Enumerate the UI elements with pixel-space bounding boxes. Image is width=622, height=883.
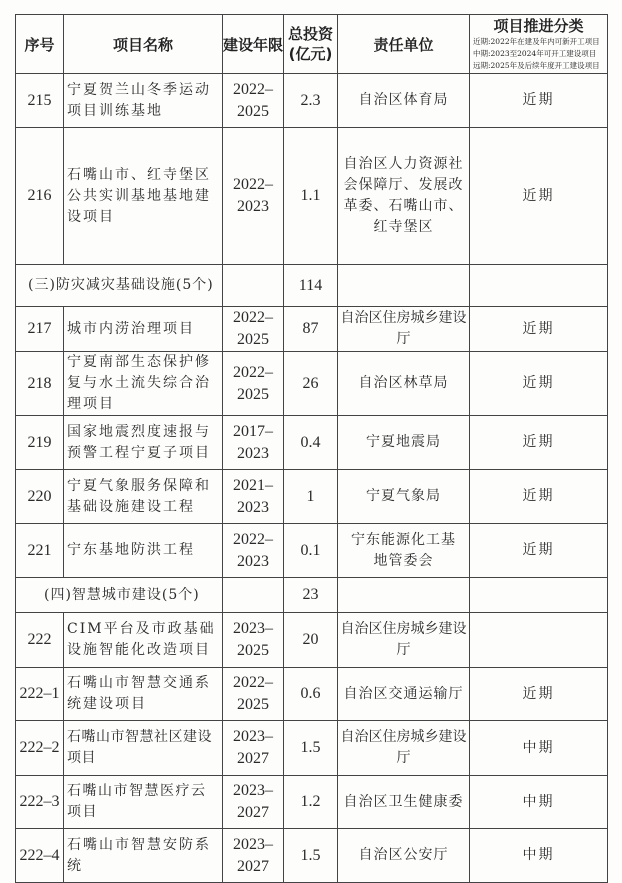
project-table [15,14,608,883]
responsible-unit-cell: 宁夏气象局 [338,470,470,524]
empty-cell [470,265,608,307]
classification-cell: 近期 [470,352,608,416]
period-end: 2027 [237,750,269,767]
responsible-unit-cell: 宁夏地震局 [338,416,470,470]
period-cell [223,613,284,668]
table-row [16,352,608,416]
responsible-unit-cell: 自治区公安厅 [338,829,470,883]
seq-cell: 215 [16,74,64,128]
section-label: (四)智慧城市建设(5个) [16,578,223,613]
classification-cell: 近期 [470,416,608,470]
project-name-cell: 宁夏南部生态保护修复与水土流失综合治理项目 [64,352,223,416]
responsible-unit-cell: 自治区住房城乡建设厅 [338,721,470,776]
classification-cell: 中期 [470,721,608,776]
seq-cell: 216 [16,128,64,265]
seq-cell: 222 [16,613,64,668]
project-name-cell: 石嘴山市智慧社区建设项目 [64,721,223,776]
table-row [16,524,608,578]
period-start: 2023– [233,782,273,799]
col-header-period: 建设年限 [223,15,284,74]
col-header-classification [470,15,608,74]
table-row [16,416,608,470]
period-start: 2023– [233,620,273,637]
seq-cell: 222–4 [16,829,64,883]
investment-cell: 20 [284,613,338,668]
classification-cell: 近期 [470,470,608,524]
empty-cell [338,265,470,307]
seq-cell: 218 [16,352,64,416]
period-cell [223,416,284,470]
period-start: 2022– [233,363,273,381]
period-cell [223,352,284,416]
period-start: 2022– [233,309,273,326]
period-cell [223,524,284,578]
investment-cell: 0.1 [284,524,338,578]
legend-long-term: 远期:2025年及后续年度开工建设项目 [473,61,600,70]
period-end: 2025 [237,102,269,120]
section-investment: 23 [284,578,338,613]
table-row [16,307,608,352]
investment-header-line1: 总投资 [287,25,333,43]
seq-cell: 220 [16,470,64,524]
period-cell [223,74,284,128]
investment-cell: 0.4 [284,416,338,470]
responsible-unit-cell: 自治区住房城乡建设厅 [338,307,470,352]
classification-cell: 近期 [470,307,608,352]
table-row [16,74,608,128]
period-end: 2025 [237,642,269,659]
col-header-seq: 序号 [16,15,64,74]
empty-cell [223,265,284,307]
investment-cell: 1.2 [284,776,338,829]
period-cell [223,470,284,524]
period-cell [223,829,284,883]
table-row [16,470,608,524]
investment-cell: 1.5 [284,829,338,883]
col-header-investment [284,15,338,74]
section-row [16,265,608,307]
project-name-cell: 石嘴山市、红寺堡区公共实训基地基地建设项目 [64,128,223,265]
project-name-cell: 城市内涝治理项目 [64,307,223,352]
project-name-cell: 国家地震烈度速报与预警工程宁夏子项目 [64,416,223,470]
col-header-name: 项目名称 [64,15,223,74]
project-name-cell: 石嘴山市智慧交通系统建设项目 [64,668,223,721]
project-name-cell: 宁东基地防洪工程 [64,524,223,578]
period-end: 2023 [237,444,269,462]
project-name-cell: CIM平台及市政基础设施智能化改造项目 [64,613,223,668]
section-row [16,578,608,613]
period-end: 2027 [237,804,269,821]
project-name-cell: 宁夏贺兰山冬季运动项目训练基地 [64,74,223,128]
empty-cell [470,578,608,613]
table-row [16,613,608,668]
period-cell [223,307,284,352]
legend-mid-term: 中期:2023至2024年可开工建设项目 [473,49,597,58]
table-row [16,668,608,721]
period-end: 2025 [237,385,269,403]
seq-cell: 222–3 [16,776,64,829]
period-cell [223,668,284,721]
classification-cell: 近期 [470,668,608,721]
period-end: 2023 [237,498,269,516]
classification-cell [470,613,608,668]
period-cell [223,776,284,829]
period-cell [223,128,284,265]
classification-title: 项目推进分类 [493,17,584,35]
responsible-unit-cell: 宁东能源化工基地管委会 [338,524,470,578]
classification-cell: 近期 [470,524,608,578]
period-end: 2025 [237,331,269,348]
period-start: 2022– [233,80,273,98]
legend-near-term: 近期:2022年在建及年内可新开工项目 [473,37,600,46]
responsible-unit-cell: 自治区住房城乡建设厅 [338,613,470,668]
table-header-row [16,15,608,74]
empty-cell [338,578,470,613]
table-row [16,829,608,883]
period-start: 2021– [233,476,273,494]
table-row [16,128,608,265]
responsible-unit-cell: 自治区体育局 [338,74,470,128]
responsible-unit-cell: 自治区卫生健康委 [338,776,470,829]
period-start: 2022– [233,674,273,691]
investment-cell: 1.1 [284,128,338,265]
responsible-unit-cell: 自治区人力资源社会保障厅、发展改革委、石嘴山市、红寺堡区 [338,128,470,265]
classification-cell: 近期 [470,74,608,128]
period-end: 2027 [237,857,269,875]
project-name-cell: 石嘴山市智慧医疗云项目 [64,776,223,829]
table-row [16,776,608,829]
period-start: 2022– [233,530,273,548]
section-label: (三)防灾减灾基础设施(5个) [16,265,223,307]
seq-cell: 222–2 [16,721,64,776]
seq-cell: 221 [16,524,64,578]
period-start: 2023– [233,835,273,853]
seq-cell: 219 [16,416,64,470]
period-end: 2023 [237,198,269,215]
period-start: 2017– [233,422,273,440]
responsible-unit-cell: 自治区林草局 [338,352,470,416]
investment-header-line2: (亿元) [288,45,333,63]
investment-cell: 87 [284,307,338,352]
period-start: 2022– [233,176,273,193]
investment-cell: 26 [284,352,338,416]
investment-cell: 2.3 [284,74,338,128]
period-end: 2025 [237,696,269,713]
project-name-cell: 宁夏气象服务保障和基础设施建设工程 [64,470,223,524]
seq-cell: 217 [16,307,64,352]
empty-cell [223,578,284,613]
classification-cell: 中期 [470,776,608,829]
investment-cell: 1.5 [284,721,338,776]
classification-cell: 近期 [470,128,608,265]
col-header-unit: 责任单位 [338,15,470,74]
investment-cell: 0.6 [284,668,338,721]
classification-cell: 中期 [470,829,608,883]
seq-cell: 222–1 [16,668,64,721]
project-name-cell: 石嘴山市智慧安防系统 [64,829,223,883]
investment-cell: 1 [284,470,338,524]
period-end: 2023 [237,552,269,570]
responsible-unit-cell: 自治区交通运输厅 [338,668,470,721]
period-start: 2023– [233,728,273,745]
period-cell [223,721,284,776]
table-row [16,721,608,776]
section-investment: 114 [284,265,338,307]
